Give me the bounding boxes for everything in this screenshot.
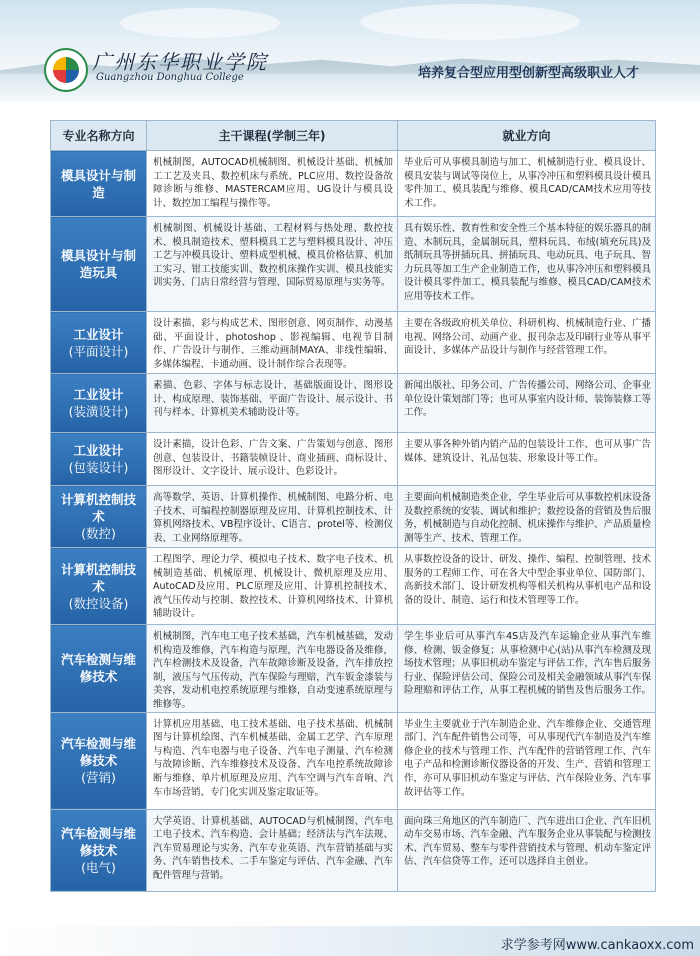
column-header-careers: 就业方向	[398, 121, 656, 151]
major-name-cell	[51, 151, 147, 217]
major-name-cell	[51, 217, 147, 312]
table-row	[51, 217, 656, 312]
table-row	[51, 312, 656, 374]
major-subtitle: (装潢设计)	[68, 404, 129, 419]
table-row	[51, 433, 656, 486]
major-name: 汽车检测与维修技术	[60, 652, 136, 685]
cloud-decoration	[360, 4, 580, 40]
major-name-cell	[51, 433, 147, 486]
major-name: 工业设计	[73, 387, 124, 402]
courses-cell: 大学英语、计算机基础、AUTOCAD与机械制图、汽车电工电子技术、汽车构造、会计基础；经济法与汽车法规、汽车贸易理论与实务、汽车专业英语、汽车营销基础与实务、汽车销售技术、二手车鉴定与评估、汽车金融、汽车配件管理与营销。	[147, 809, 398, 891]
header-banner	[0, 0, 700, 102]
slogan: 培养复合型应用型创新型高级职业人才	[418, 66, 640, 81]
table-row	[51, 548, 656, 625]
major-name-cell	[51, 312, 147, 374]
major-name: 模具设计与制造	[60, 167, 136, 200]
table-header-row	[51, 121, 656, 151]
careers-cell: 学生毕业后可从事汽车4S店及汽车运输企业从事汽车维修、检测、钣金修复；从事检测中心(站)从事汽车检测及现场技术管理；从事旧机动车鉴定与评估工作，汽车售后服务行业、保险评估公司、保险公司及相关金融领域从事汽车保险理赔和评估工作，从事工程机械的销售及售后服务工作。	[398, 625, 656, 713]
major-name-cell	[51, 486, 147, 548]
courses-cell: 高等数学、英语、计算机操作、机械制图、电路分析、电子技术、可编程控制器原理及应用、计算机控制技术、计算机网络技术、VB程序设计、C语言、protel等、检测仪表、工业网络原理等。	[147, 486, 398, 548]
table-row	[51, 486, 656, 548]
major-name: 工业设计	[73, 326, 124, 342]
courses-cell: 计算机应用基础、电工技术基础、电子技术基础、机械制图与计算机绘图、汽车机械基础、金属工艺学、汽车原理与构造、汽车电器与电子设备、汽车电子测量、汽车检测与故障诊断、汽车维修技术及设备、汽车电控系统故障诊断与维修、单片机原理及应用、汽车空调与汽车音响、汽车市场营销、专门化实训及鉴定取证等。	[147, 712, 398, 809]
courses-cell: 机械制图，汽车电工电子技术基础，汽车机械基础，发动机构造及维修，汽车构造与原理，汽车电器设备及维修，汽车检测技术及设备，汽车故障诊断及设备，汽车排放控制，液压与气压传动，汽车保险与理赔，汽车钣金漆装与美容，发动机电控系统原理与维修，自动变速系统原理与维修等。	[147, 625, 398, 713]
table-row	[51, 374, 656, 433]
major-name-cell	[51, 548, 147, 625]
careers-cell: 主要面向机械制造类企业，学生毕业后可从事数控机床设备及数控系统的安装、调试和维护；数控设备的营销及售后服务，机械制造与自动化控制、机床操作与维护、产品质量检测等生产、技术、管理工作。	[398, 486, 656, 548]
major-name-cell	[51, 809, 147, 891]
major-name: 模具设计与制造玩具	[60, 248, 136, 280]
major-subtitle: (数控)	[81, 526, 116, 541]
major-subtitle: (电气)	[81, 859, 116, 875]
careers-cell: 从事数控设备的设计、研发、操作、编程、控制管理、技术服务的工程师工作、可在各大中型企事业单位、国防部门、高新技术部门、设计研发机构等相关机构从事机电产品和设备的设计、制造、运行和技术管理等工作。	[398, 548, 656, 625]
major-name: 汽车检测与维修技术	[60, 736, 136, 769]
careers-cell: 具有娱乐性、教育性和安全性三个基本特征的娱乐器具的制造、木制玩具，金属制玩具，塑料玩具、布绒(填充玩具)及纸制玩具等拼插玩具、拼插玩具、电动玩具、电子玩具、智力玩具等加工生产企业制造工作，也从事冷冲压和塑料模具设计模具零件加工、模具装配与维修、模具CAD/CAM技术应用等技术工作。	[398, 217, 656, 312]
major-name: 工业设计	[73, 443, 124, 458]
major-subtitle: (营销)	[81, 770, 116, 786]
college-name-cn: 广州东华职业学院	[92, 50, 268, 74]
careers-cell: 面向珠三角地区的汽车制造厂、汽车进出口企业、汽车旧机动车交易市场、汽车金融、汽车服务企业从事装配与检测技术、汽车贸易、整车与零件营销技术与管理、机动车鉴定评估、汽车信贷等工作，还可以选择自主创业。	[398, 809, 656, 891]
courses-cell: 机械制图、机械设计基础、工程材料与热处理、数控技术、模具制造技术、塑料模具工艺与塑料模具设计、冲压工艺与冲模具设计、塑料成型机械、模具价格估算、机加工实习、钳工技能实训、数控机床操作实训、模具技能实训实务、门店日常经营与管理、国际贸易原理与实务等。	[147, 217, 398, 312]
major-subtitle: (平面设计)	[68, 343, 129, 359]
cloud-decoration	[120, 8, 280, 38]
table-row	[51, 809, 656, 891]
major-name: 汽车检测与维修技术	[60, 825, 136, 858]
table-row	[51, 712, 656, 809]
careers-cell: 新闻出版社、印务公司、广告传播公司、网络公司、企事业单位设计策划部门等；也可从事室内设计师、装饰装修工等工作。	[398, 374, 656, 433]
courses-cell: 机械制图，AUTOCAD机械制图、机械设计基础、机械加工工艺及夹具、数控机床与系统、PLC应用、数控设备故障诊断与维修、MASTERCAM应用、UG设计与模具设计、数控加工编程与操作等。	[147, 151, 398, 217]
college-emblem-icon	[44, 48, 88, 92]
watermark-link[interactable]: 求学参考网www.cankaoxx.com	[500, 938, 694, 953]
major-name: 计算机控制技术	[60, 492, 136, 524]
courses-cell: 素描、色彩、字体与标志设计、基础版面设计、图形设计、构成原理、装饰基础、平面广告设计、展示设计、书刊与样本、计算机美术辅助设计等。	[147, 374, 398, 433]
column-header-courses: 主干课程(学制三年)	[147, 121, 398, 151]
table-row	[51, 151, 656, 217]
major-name: 计算机控制技术	[60, 561, 136, 594]
college-name-en: Guangzhou Donghua College	[96, 72, 244, 83]
major-subtitle: (数控设备)	[68, 595, 129, 611]
major-subtitle: (包装设计)	[68, 460, 129, 475]
careers-cell: 主要从事各种外销内销产品的包装设计工作、也可从事广告媒体、建筑设计、礼品包装、形象设计等工作。	[398, 433, 656, 486]
major-table	[50, 120, 656, 892]
courses-cell: 设计素描、彩与构成艺术、图形创意、网页制作、动漫基础、平面设计、photoshop 、影视编辑、电视节目制作、广告设计与制作、三维动画制MAYA、非线性编辑、多媒体编程、卡通动画、设计制作综合表现等。	[147, 312, 398, 374]
courses-cell: 工程图学、理论力学、模拟电子技术、数字电子技术、机械制造基础、机械原理、机械设计、微机原理及应用、AutoCAD及应用、PLC原理及应用、计算机控制技术、液气压传动与控制、数控技术、计算机网络技术、计算机辅助设计。	[147, 548, 398, 625]
major-name-cell	[51, 625, 147, 713]
careers-cell: 毕业后可从事模具制造与加工、机械制造行业、模具设计、模具安装与调试等岗位上，从事冷冲压和塑料模具设计模具零件加工、模具装配与维修、模具CAD/CAM技术应用等技术工作。	[398, 151, 656, 217]
courses-cell: 设计素描，设计色彩、广告文案、广告策划与创意、图形创意、包装设计、书籍装帧设计、商业插画、商标设计、图形设计、文字设计、展示设计、色彩设计。	[147, 433, 398, 486]
column-header-major: 专业名称方向	[51, 121, 147, 151]
table-row	[51, 625, 656, 713]
careers-cell: 毕业生主要就业于汽车制造企业、汽车维修企业、交通管理部门、汽车配件销售公司等，可从事现代汽车制造及汽车维修企业的技术与管理工作、汽车配件的营销管理工作、汽车电子产品和检测诊断仪器设备的开发、生产、营销和管理工作，亦可从事旧机动车鉴定与评估、汽车保险业务、汽车事故评估等工作。	[398, 712, 656, 809]
careers-cell: 主要在各级政府机关单位、科研机构、机械制造行业、广播电视、网络公司、动画产业、报刊杂志及印刷行业等从事平面设计、多媒体产品设计与制作与经营管理工作。	[398, 312, 656, 374]
major-name-cell	[51, 374, 147, 433]
major-name-cell	[51, 712, 147, 809]
